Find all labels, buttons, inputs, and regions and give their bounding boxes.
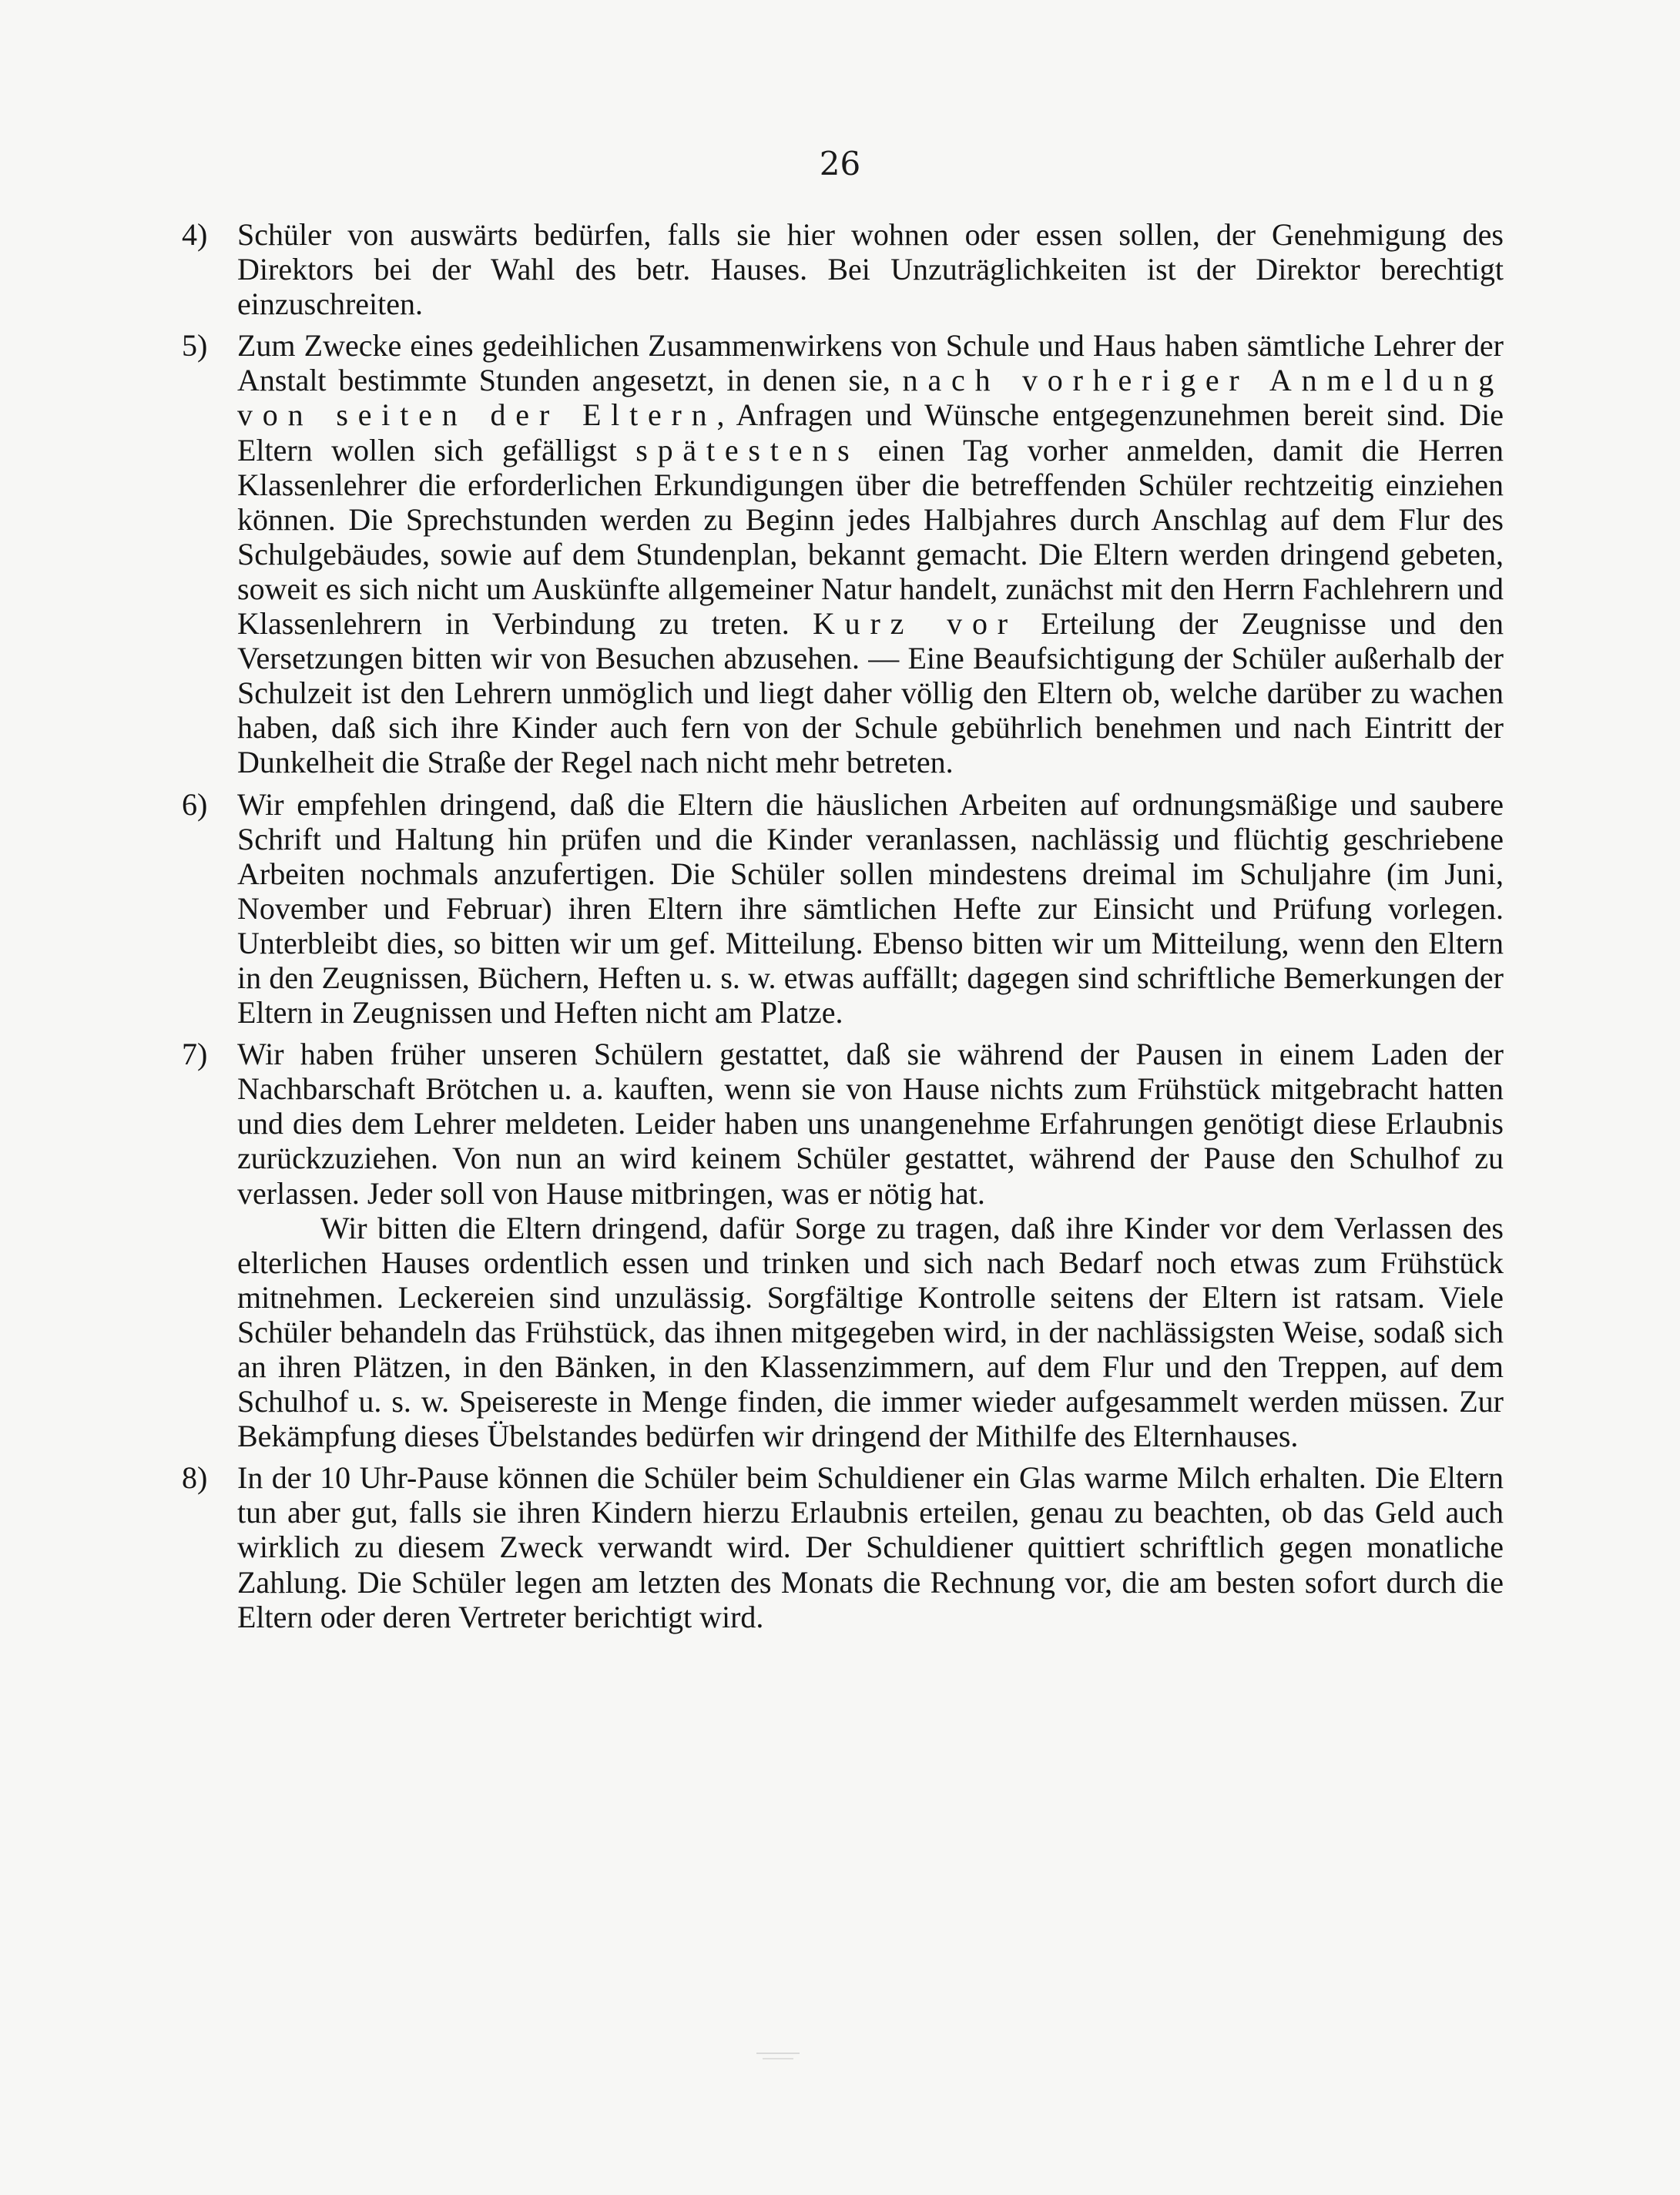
item-paragraph-continued: Wir bitten die Eltern dringend, dafür Sorge zu tragen, daß ihre Kinder vor dem Verlassen des elterlichen Hauses ordentlich essen und trinken und sich nach Bedarf noch etwas zum Frühstück mitnehmen. Leckereien sind unzulässig. Sorgfältige Kontrolle seitens der Eltern ist ratsam. Viele Schüler behandeln das Frühstück, das ihnen mitgegeben wird, in der nachlässigsten Weise, sodaß sich an ihren Plätzen, in den Bänken, in den Klassenzimmern, auf dem Flur und den Treppen, auf dem Schulhof u. s. w. Speisereste in Menge finden, die immer wieder aufgesammelt werden müssen. Zur Bekämpfung dieses Übelstandes bedürfen wir dringend der Mithilfe des Elternhauses. xyxy=(237,1210,1504,1454)
print-smudge xyxy=(755,2049,801,2063)
spaced-emphasis: Kurz vor xyxy=(812,606,1018,642)
spaced-emphasis: spätestens xyxy=(635,432,860,467)
numbered-item-7 xyxy=(182,1037,1504,1453)
document-body xyxy=(182,217,1504,1641)
numbered-item-6 xyxy=(182,787,1504,1030)
item-number: 4) xyxy=(182,217,208,252)
item-paragraph: Wir haben früher unseren Schülern gestattet, daß sie während der Pausen in einem Laden der Nachbarschaft Brötchen u. a. kauften, wenn sie von Hause nichts zum Frühstück mitgebracht hatten und dies dem Lehrer meldeten. Leider haben uns unangenehme Erfahrungen genötigt diese Erlaubnis zurückzuziehen. Von nun an wird keinem Schüler gestattet, während der Pause den Schulhof zu verlassen. Jeder soll von Hause mitbringen, was er nötig hat. xyxy=(237,1037,1504,1211)
numbered-item-5 xyxy=(182,328,1504,779)
page-number: 26 xyxy=(819,145,861,183)
item-number: 8) xyxy=(182,1460,208,1496)
item-paragraph: Wir empfehlen dringend, daß die Eltern die häuslichen Arbeiten auf ordnungsmäßige und saubere Schrift und Haltung hin prüfen und die Kinder veranlassen, nachlässig und flüchtig geschriebene Arbeiten nochmals anzufertigen. Die Schüler sollen mindestens dreimal im Schuljahre (im Juni, November und Februar) ihren Eltern ihre sämtlichen Hefte zur Einsicht und Prüfung vorlegen. Unterbleibt dies, so bitten wir um gef. Mitteilung. Ebenso bitten wir um Mitteilung, wenn den Eltern in den Zeugnissen, Büchern, Heften u. s. w. etwas auffällt; dagegen sind schriftliche Bemerkungen der Eltern in Zeugnissen und Heften nicht am Platze. xyxy=(237,786,1504,1030)
item-number: 7) xyxy=(182,1037,208,1072)
spaced-emphasis: nach vorheriger Anmeldung von seiten der Eltern xyxy=(237,363,1504,433)
numbered-item-8 xyxy=(182,1460,1504,1634)
item-paragraph: Zum Zwecke eines gedeihlichen Zusammenwirkens von Schule und Haus haben sämtliche Lehrer der Anstalt bestimmte Stunden angesetzt, in denen sie, nach vorheriger Anmeldung von seiten der Eltern, Anfragen und Wünsche entgegenzunehmen bereit sind. Die Eltern wollen sich gefälligst spätestens einen Tag vorher anmelden, damit die Herren Klassenlehrer die erforderlichen Erkundigungen über die betreffenden Schüler rechtzeitig einziehen können. Die Sprechstunden werden zu Beginn jedes Halbjahres durch Anschlag auf dem Flur des Schulgebäudes, sowie auf dem Stundenplan, bekannt gemacht. Die Eltern werden dringend gebeten, soweit es sich nicht um Auskünfte allgemeiner Natur handelt, zunächst mit den Herrn Fachlehrern und Klassenlehrern in Verbindung zu treten. Kurz vor Erteilung der Zeugnisse und den Versetzungen bitten wir von Besuchen abzusehen. — Eine Beaufsichtigung der Schüler außerhalb der Schulzeit ist den Lehrern unmöglich und liegt daher völlig den Eltern ob, welche darüber zu wachen haben, daß sich ihre Kinder auch fern von der Schule gebührlich benehmen und nach Eintritt der Dunkelheit die Straße der Regel nach nicht mehr betreten. xyxy=(237,328,1504,780)
item-paragraph: In der 10 Uhr-Pause können die Schüler beim Schuldiener ein Glas warme Milch erhalten. Die Eltern tun aber gut, falls sie ihren Kindern hierzu Erlaubnis erteilen, genau zu beachten, ob das Geld auch wirklich zu diesem Zweck verwandt wird. Der Schuldiener quittiert schriftlich gegen monatliche Zahlung. Die Schüler legen am letzten des Monats die Rechnung vor, die am besten sofort durch die Eltern oder deren Vertreter berichtigt wird. xyxy=(237,1460,1504,1634)
item-number: 6) xyxy=(182,786,208,822)
item-number: 5) xyxy=(182,328,208,364)
item-paragraph: Schüler von auswärts bedürfen, falls sie hier wohnen oder essen sollen, der Genehmigung des Direktors bei der Wahl des betr. Hauses. Bei Unzuträglichkeiten ist der Direktor berechtigt einzuschreiten. xyxy=(237,217,1504,322)
numbered-item-4 xyxy=(182,217,1504,321)
